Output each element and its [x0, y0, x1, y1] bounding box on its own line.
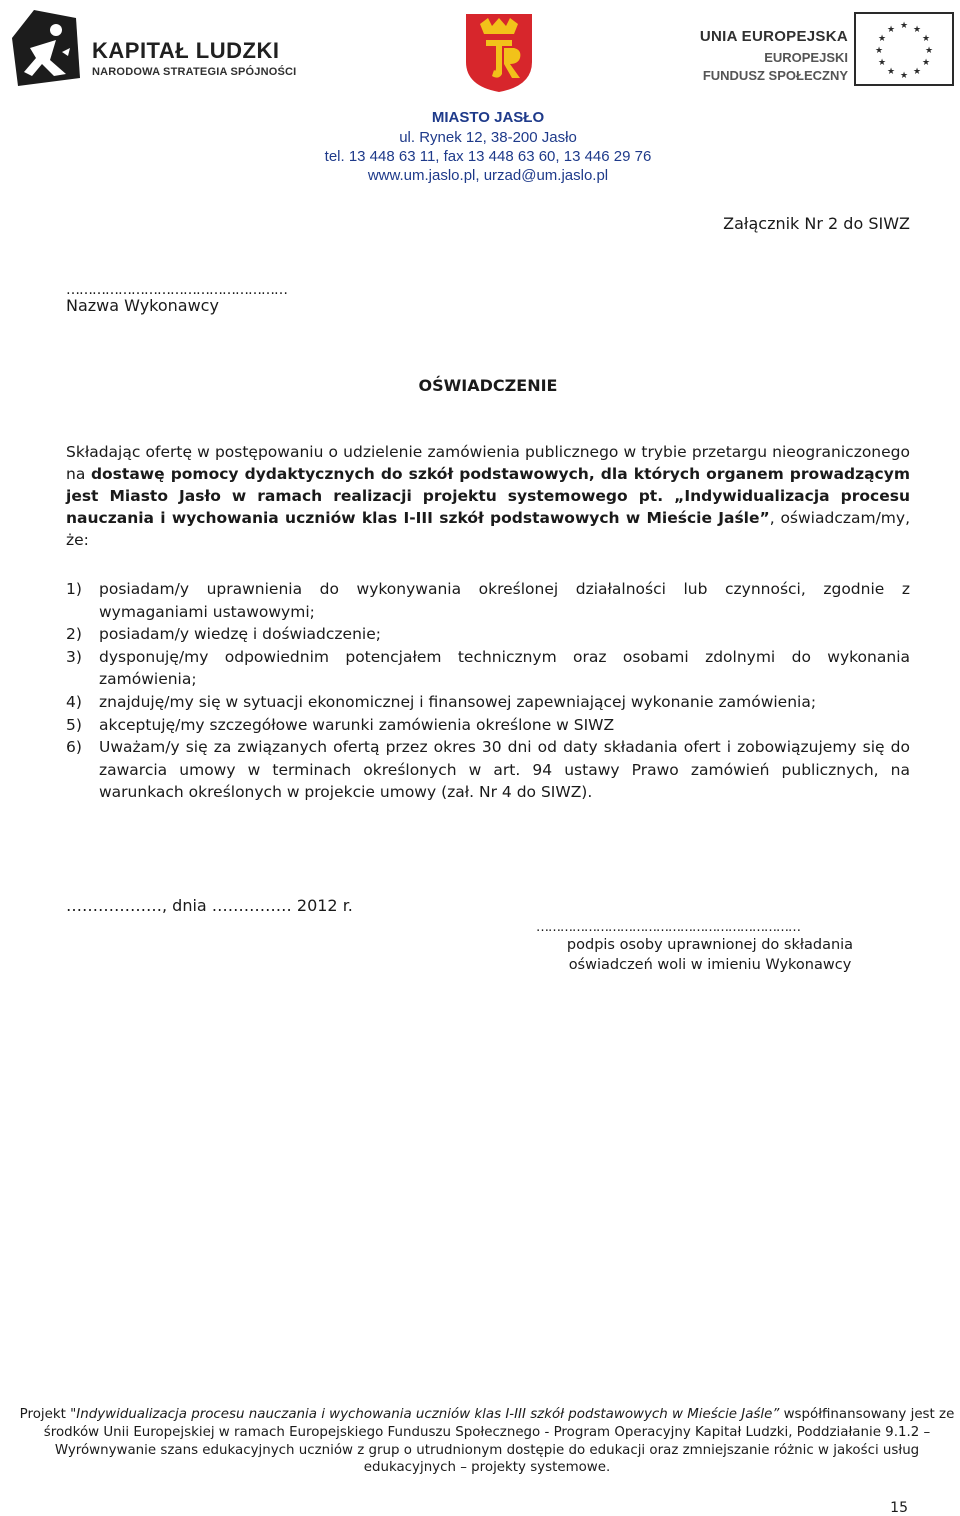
signature-dots: …………………………………………………………	[536, 920, 800, 935]
intro-text-start: Składając ofertę w postępowaniu o udzielenie zamówienia publicznego w trybie przetargu nieograniczonego na	[66, 443, 910, 483]
eu-flag-icon	[854, 12, 954, 86]
svg-text:★: ★	[877, 34, 887, 44]
document-heading: OŚWIADCZENIE	[418, 376, 558, 395]
footer-prefix: Projekt	[19, 1407, 71, 1422]
jaslo-crest-icon	[462, 12, 536, 94]
list-item-number: 4)	[66, 692, 82, 711]
svg-text:★: ★	[912, 67, 922, 77]
kapital-ludzki-subtitle: NARODOWA STRATEGIA SPÓJNOŚCI	[92, 66, 297, 78]
footer-funding-text: współfinansowany jest ze środków Unii Europejskiej w ramach Europejskiego Funduszu Społecznego - Program Operacyjny Kapitał Ludzki, Poddziałanie 9.1.2 – Wyrównywanie szans edukacyjnych uczniów z grup o utrudnionym dostępie do edukacji oraz zmniejszanie różnic w jakości usług edukacyjnych – projekty systemowe.	[43, 1407, 955, 1476]
svg-text:★: ★	[874, 46, 884, 56]
list-item-text: Uważam/y się za związanych ofertą przez okres 30 dni od daty składania ofert i zobowiązujemy się do zawarcia umowy w terminach określonych w art. 94 ustawy Prawo zamówień publicznych, na warunkach określonych w projekcie umowy (zał. Nr 4 do SIWZ).	[99, 738, 910, 802]
list-item	[66, 646, 910, 691]
list-item	[66, 736, 910, 804]
list-item-number: 5)	[66, 715, 82, 734]
svg-text:★: ★	[877, 58, 887, 68]
list-item-number: 6)	[66, 738, 82, 757]
list-item-number: 2)	[66, 625, 82, 644]
signature-caption-line1: podpis osoby uprawnionej do składania	[566, 937, 854, 953]
list-item-text: posiadam/y wiedzę i doświadczenie;	[99, 625, 381, 644]
list-item-text: akceptuję/my szczegółowe warunki zamówienia określone w SIWZ	[99, 715, 615, 734]
declaration-list	[66, 578, 910, 804]
intro-text-end: , oświadczam/my, że:	[66, 509, 910, 549]
list-item-number: 1)	[66, 580, 82, 598]
signature-caption	[540, 936, 880, 975]
list-item-text: dysponuję/my odpowiednim potencjałem technicznym oraz osobami zdolnymi do wykonania zamówienia;	[99, 647, 910, 689]
project-footer	[14, 1406, 960, 1477]
eu-title: UNIA EUROPEJSKA	[699, 28, 848, 45]
signature-caption-line2: oświadczeń woli w imieniu Wykonawcy	[568, 956, 852, 973]
svg-text:★: ★	[924, 46, 934, 56]
svg-text:★: ★	[899, 71, 909, 81]
list-item-number: 3)	[66, 647, 82, 666]
contractor-name-label: Nazwa Wykonawcy	[66, 296, 219, 315]
list-item	[66, 578, 910, 623]
contractor-name-dots: ……………………………………………	[66, 282, 287, 298]
svg-text:★: ★	[912, 25, 922, 35]
kapital-ludzki-title: KAPITAŁ LUDZKI	[92, 38, 280, 63]
svg-text:★: ★	[921, 58, 931, 68]
address-web-email: www.um.jaslo.pl, urzad@um.jaslo.pl	[367, 167, 609, 184]
eu-efs-logo	[686, 10, 954, 90]
svg-text:★: ★	[921, 34, 931, 44]
list-item-text: znajduję/my się w sytuacji ekonomicznej i finansowej zapewniającej wykonanie zamówienia;	[99, 692, 817, 711]
svg-text:★: ★	[899, 21, 909, 31]
address-phone: tel. 13 448 63 11, fax 13 448 63 60, 13 446 29 76	[324, 148, 652, 165]
eu-fund-line1: EUROPEJSKI	[764, 50, 848, 65]
list-item	[66, 714, 910, 737]
attachment-label: Załącznik Nr 2 do SIWZ	[723, 214, 910, 233]
kapital-ludzki-emblem-icon	[10, 8, 88, 90]
list-item	[66, 691, 910, 714]
footer-project-title: "Indywidualizacja procesu nauczania i wychowania uczniów klas I-III szkół podstawowych w Mieście Jaśle”	[70, 1407, 780, 1422]
address-street: ul. Rynek 12, 38-200 Jasło	[399, 129, 577, 146]
page-number: 15	[890, 1500, 908, 1516]
list-item-text: posiadam/y uprawnienia do wykonywania określonej działalności lub czynności, zgodnie z wymaganiami ustawowymi;	[99, 580, 910, 621]
eu-fund-line2: FUNDUSZ SPOŁECZNY	[702, 68, 848, 83]
intro-paragraph	[66, 441, 910, 551]
svg-text:★: ★	[886, 25, 896, 35]
kapital-ludzki-logo	[10, 8, 300, 88]
city-name: MIASTO JASŁO	[431, 109, 545, 126]
svg-text:★: ★	[886, 67, 896, 77]
date-line: ………………, dnia …………… 2012 r.	[66, 896, 353, 915]
intro-subject-bold: dostawę pomocy dydaktycznych do szkół podstawowych, dla których organem prowadzącym jest Miasto Jasło w ramach realizacji projektu systemowego pt. „Indywidualizacja procesu nauczania i wychowania uczniów klas I-III szkół podstawowych w Mieście Jaśle”	[66, 465, 910, 527]
list-item	[66, 623, 910, 646]
